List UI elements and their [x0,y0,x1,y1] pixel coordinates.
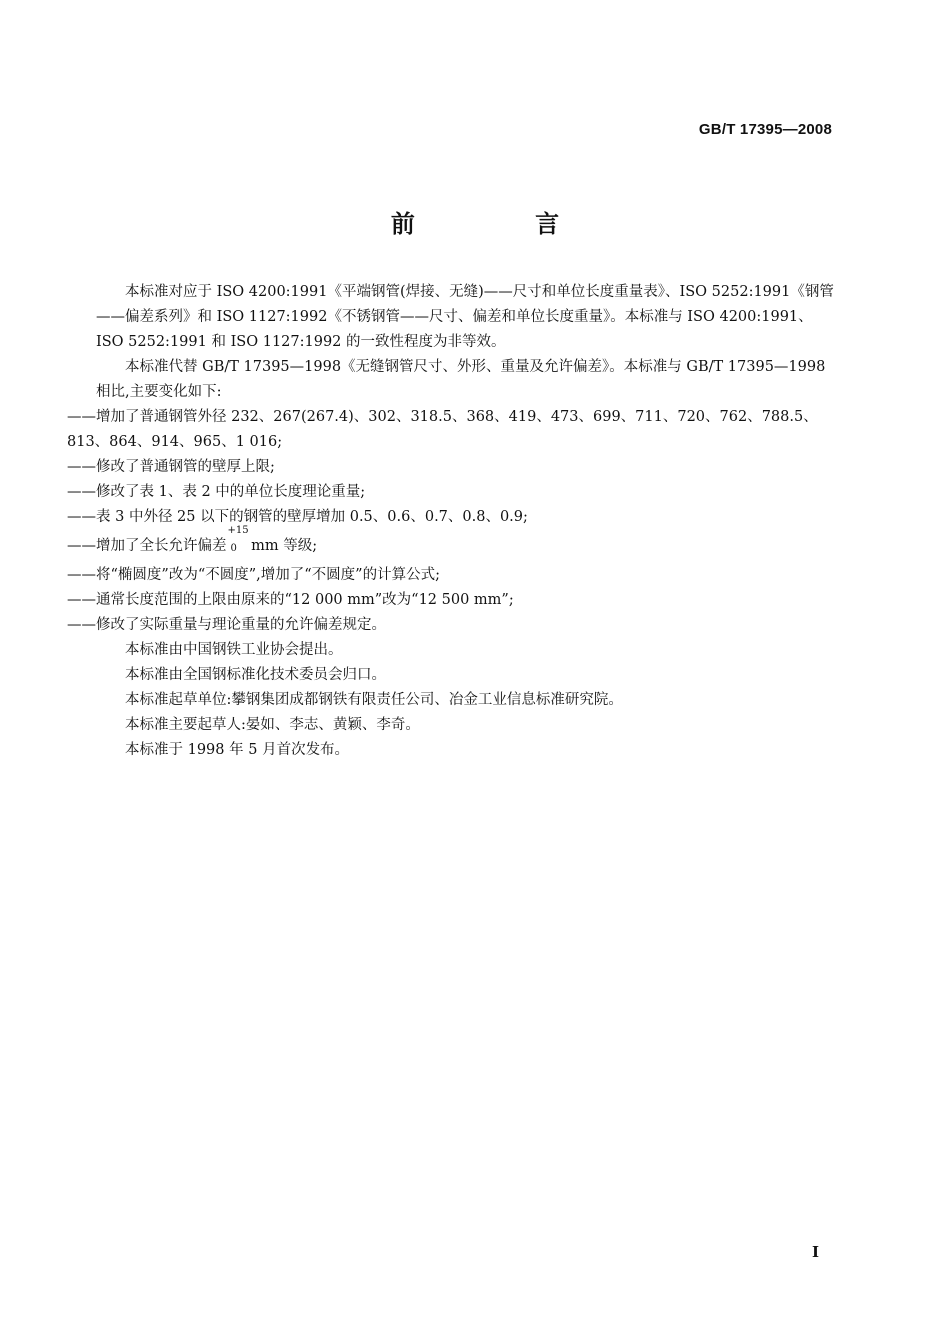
change-item [67,505,836,530]
change-item-text: ——修改了表 1、表 2 中的单位长度理论重量; [67,484,366,500]
change-item-text: ——将“椭圆度”改为“不圆度”,增加了“不圆度”的计算公式; [67,567,440,583]
change-item [67,480,836,505]
closing-committee: 本标准由全国钢标准化技术委员会归口。 [125,667,386,683]
closing-proposer: 本标准由中国钢铁工业协会提出。 [125,642,343,658]
tolerance-notation [227,525,249,554]
change-item-text: ——表 3 中外径 25 以下的钢管的壁厚增加 0.5、0.6、0.7、0.8、0.9; [67,509,528,525]
change-item [67,588,836,613]
change-item [67,563,836,588]
change-item-text: ——通常长度范围的上限由原来的“12 000 mm”改为“12 500 mm”; [67,592,514,608]
closing-drafters: 本标准主要起草人:晏如、李志、黄颖、李奇。 [125,717,420,733]
change-item-text: ——增加了普通钢管外径 232、267(267.4)、302、318.5、368、419、473、699、711、720、762、788.5、813、864、914、965、1 016; [67,409,818,450]
tolerance-upper: +15 [227,525,249,536]
change-item [67,455,836,480]
change-item-text: ——修改了普通钢管的壁厚上限; [67,459,275,475]
page-number: I [811,1243,819,1261]
document-body [67,280,836,763]
intro-paragraph-replacement: 本标准代替 GB/T 17395—1998《无缝钢管尺寸、外形、重量及允许偏差》。本标准与 GB/T 17395—1998 相比,主要变化如下: [96,359,826,400]
change-item-tolerance [67,525,836,559]
change-item [67,613,836,638]
change-item-text [67,525,836,559]
tolerance-text-before: ——增加了全长允许偏差 [67,538,227,554]
intro-paragraph-correspondence: 本标准对应于 ISO 4200:1991《平端钢管(焊接、无缝)——尺寸和单位长度重量表》、ISO 5252:1991《钢管——偏差系列》和 ISO 1127:1992《不锈钢管——尺寸、偏差和单位长度重量》。本标准与 ISO 4200:1991、ISO 5252:1991 和 ISO 1127:1992 的一致性程度为非等效。 [96,284,834,350]
tolerance-lower: 0 [230,543,237,554]
change-item [67,405,836,455]
closing-drafting-units: 本标准起草单位:攀钢集团成都钢铁有限责任公司、冶金工业信息标准研究院。 [125,692,623,708]
page-title: 前 言 [390,209,616,238]
standard-code: GB/T 17395—2008 [698,121,832,138]
change-item-text: ——修改了实际重量与理论重量的允许偏差规定。 [67,617,386,633]
closing-first-release: 本标准于 1998 年 5 月首次发布。 [125,742,350,758]
tolerance-text-after: mm 等级; [251,538,318,554]
